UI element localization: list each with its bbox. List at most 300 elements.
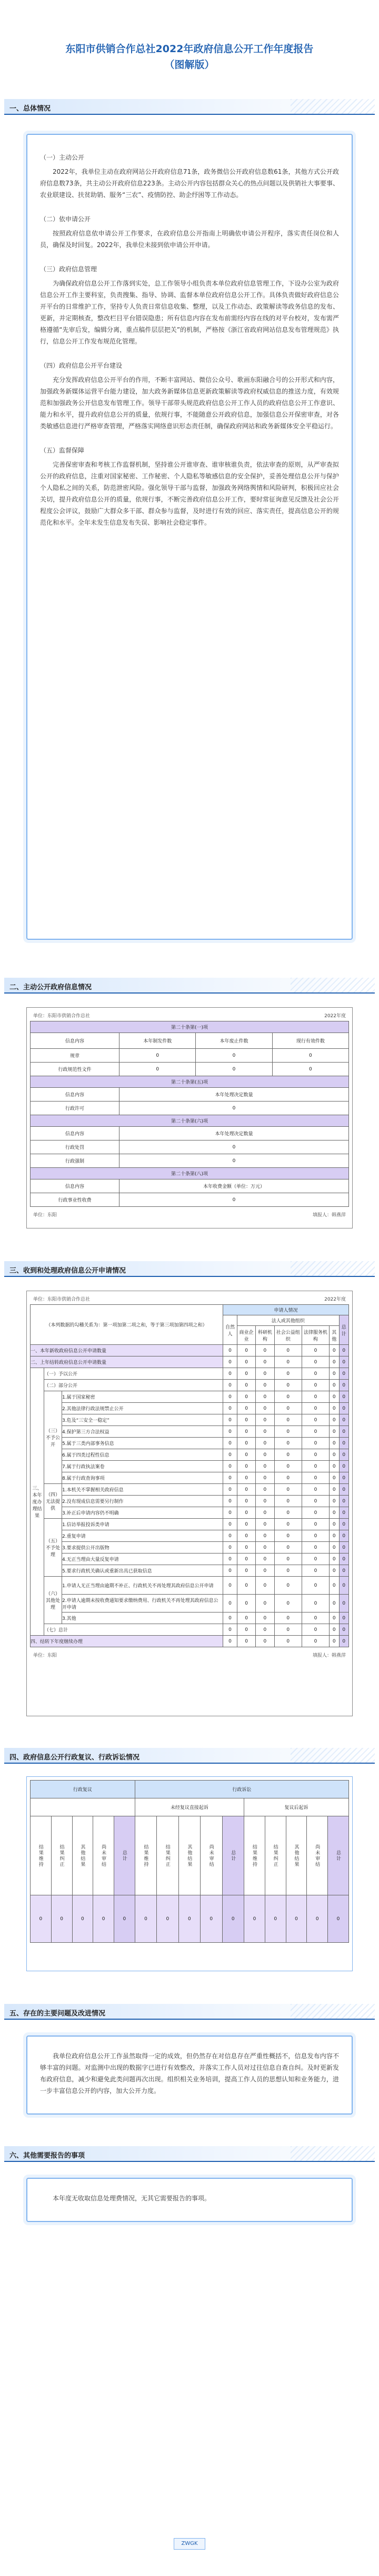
table-row	[31, 1391, 349, 1403]
table-row	[31, 1380, 349, 1391]
table-header-cell: 法律服务机构	[302, 1326, 329, 1345]
row-label: 8.属于行政查询事项	[62, 1472, 223, 1484]
row-label: 4.无正当理由大量反复申请	[62, 1554, 223, 1565]
cell-value: 0	[339, 1356, 349, 1368]
cell-value: 0	[244, 1895, 265, 1943]
cell-value: 0	[302, 1414, 329, 1426]
cell-value: 0	[302, 1519, 329, 1530]
caption-year: 2022年度	[324, 1014, 346, 1019]
row-label: 3.补正后申请内容仍不明确	[62, 1507, 223, 1519]
cell-value: 0	[256, 1461, 274, 1472]
cell-value: 0	[223, 1472, 237, 1484]
cell-value: 0	[223, 1426, 237, 1438]
cell-value: 0	[302, 1345, 329, 1356]
cell-value: 0	[274, 1577, 302, 1595]
subheading-management: （三）政府信息管理	[40, 266, 97, 273]
subheading-on-request: （二）依申请公开	[40, 215, 91, 223]
row-label: 6.属于四类过程性信息	[62, 1449, 223, 1461]
cell-value: 0	[330, 1438, 339, 1449]
cell-value: 0	[274, 1613, 302, 1624]
cell-value: 0	[339, 1496, 349, 1507]
cell-value: 0	[135, 1895, 156, 1943]
row-label: （一）予以公开	[44, 1368, 223, 1380]
table-header-cell: 尚未审结	[307, 1816, 328, 1895]
row-label: 2.重复申请	[62, 1530, 223, 1542]
table-row	[31, 1507, 349, 1519]
cell-value: 0	[302, 1438, 329, 1449]
cell-value: 0	[302, 1507, 329, 1519]
table-row	[31, 1577, 349, 1595]
review-table-wrap	[26, 1776, 353, 1971]
cell-value: 0	[256, 1577, 274, 1595]
cell-value: 0	[302, 1577, 329, 1595]
paragraph-other: 本年度无收取信息处理费情况，无其它需要报告的事项。	[53, 2195, 211, 2202]
cell-value: 0	[256, 1554, 274, 1565]
cell-value: 0	[302, 1624, 329, 1636]
cell-value: 0	[339, 1624, 349, 1636]
cell-value: 0	[223, 1368, 237, 1380]
cell-value: 0	[237, 1368, 255, 1380]
cell-value: 0	[302, 1449, 329, 1461]
table-footer	[30, 1210, 349, 1220]
row-label: 5.要求行政机关确认或重新出具已获取信息	[62, 1565, 223, 1577]
row-group-label: 三、本年度办理结果	[31, 1368, 44, 1636]
cell-value: 0	[274, 1438, 302, 1449]
table-row	[31, 1449, 349, 1461]
cell-value: 0	[302, 1461, 329, 1472]
cell-value: 0	[237, 1542, 255, 1554]
cell-value: 0	[330, 1380, 339, 1391]
cell-value: 0	[237, 1530, 255, 1542]
cell-value: 0	[302, 1595, 329, 1613]
cell-value: 0	[93, 1895, 114, 1943]
cell-value: 0	[330, 1414, 339, 1426]
cell-value: 0	[339, 1472, 349, 1484]
section-title: 一、总体情况	[9, 105, 51, 113]
table-row	[31, 1595, 349, 1613]
cell-value: 0	[237, 1613, 255, 1624]
cell-value: 0	[237, 1426, 255, 1438]
cell-value: 0	[339, 1565, 349, 1577]
row-label: 1.信访举报投诉类申请	[62, 1519, 223, 1530]
cell-value: 0	[330, 1595, 339, 1613]
cell-value: 0	[339, 1391, 349, 1403]
footer-unit: 单位：东阳	[33, 1653, 57, 1658]
cell-value: 0	[237, 1507, 255, 1519]
cell-value: 0	[274, 1554, 302, 1565]
cell-value: 0	[256, 1345, 274, 1356]
cell-value: 0	[302, 1426, 329, 1438]
cell-value: 0	[237, 1345, 255, 1356]
cell-value: 0	[178, 1895, 200, 1943]
cell-value: 0	[196, 1063, 272, 1076]
cell-value: 0	[223, 1403, 237, 1414]
cell-value: 0	[72, 1895, 93, 1943]
cell-value: 0	[302, 1530, 329, 1542]
cell-value: 0	[328, 1895, 349, 1943]
cell-value: 0	[330, 1613, 339, 1624]
cell-value: 0	[274, 1496, 302, 1507]
cell-value: 0	[237, 1595, 255, 1613]
table-block-title: 第二十条第(八)项	[31, 1168, 349, 1179]
cell-value: 0	[256, 1449, 274, 1461]
title-line-1: 东阳市供销合作总社2022年政府信息公开工作年度报告	[65, 43, 314, 55]
footer-filler: 填报人：韩燕萍	[312, 1653, 346, 1658]
cell-value: 0	[157, 1895, 178, 1943]
cell-value: 0	[237, 1380, 255, 1391]
cell-value: 0	[339, 1542, 349, 1554]
table-row	[31, 1154, 349, 1168]
table-header-cell: 本年废止件数	[196, 1033, 272, 1049]
cell-value: 0	[274, 1414, 302, 1426]
requests-table-wrap	[26, 1291, 353, 1716]
section-title: 四、政府信息公开行政复议、行政诉讼情况	[9, 1754, 140, 1762]
cell-value: 0	[114, 1895, 135, 1943]
table-header-cell: 结果维持	[31, 1816, 52, 1895]
cell-value: 0	[237, 1391, 255, 1403]
row-label: 3.要求提供公开出版物	[62, 1542, 223, 1554]
table-header-cell: 本年处理决定数量	[119, 1127, 349, 1140]
cell-value: 0	[256, 1519, 274, 1530]
document-title	[0, 0, 379, 73]
paragraph-on-request: 按照政府信息依申请公开工作要求，在政府信息公开指南上明确依申请公开程序，落实责任岗位和人员，确保及时回复。2022年，我单位未接到依申请公开申请。	[40, 230, 339, 249]
cell-value: 0	[339, 1636, 349, 1647]
table-header-cell: 总计	[222, 1816, 244, 1895]
row-label: 2.其他法律行政法规禁止公开	[62, 1403, 223, 1414]
table-header-cell: 信息内容	[31, 1088, 119, 1102]
table-footer	[30, 1650, 349, 1660]
table-header-cell: 尚未审结	[201, 1816, 222, 1895]
cell-value: 0	[274, 1345, 302, 1356]
cell-value: 0	[256, 1472, 274, 1484]
cell-value: 0	[223, 1496, 237, 1507]
paragraph-supervision: 完善保密审查和考核工作监督机制，坚持谁公开谁审查、谁审核谁负责，依法审查的原则，从严审查拟公开的政府信息，注重对国家秘密、工作秘密、个人隐私等敏感信息的安全保护，妥善处理信息公开与保护个人隐私之间的关系，防范泄密风险。强化领导干部与监督，加强政务网络舆情和风险研判，积极回应社会关切，提升政府信息公开的质量，依规行事，不断完善政府信息公开工作，要时常征询意见反馈及社会公开程度公会评议，鼓励广大群众多干部、群众参与监督，及时进行有效的回应、落实责任，提高信息公开的规范化和水平。全年未发生信息发布失误、影响社会稳定事件。	[40, 461, 339, 526]
cell-value: 0	[222, 1895, 244, 1943]
footer-filler: 填报人：韩燕萍	[312, 1213, 346, 1218]
table-header-cell: 申请人情况	[223, 1305, 349, 1315]
cell-value: 0	[119, 1063, 196, 1076]
cell-value: 0	[330, 1636, 339, 1647]
table-header-cell: 结果维持	[135, 1816, 156, 1895]
table-block-title: 第二十条第(五)项	[31, 1076, 349, 1088]
cell-value: 0	[223, 1554, 237, 1565]
cell-value: 0	[339, 1613, 349, 1624]
cell-value: 0	[339, 1577, 349, 1595]
cell-value: 0	[330, 1368, 339, 1380]
cell-value: 0	[256, 1613, 274, 1624]
cell-value: 0	[223, 1461, 237, 1472]
cell-value: 0	[274, 1636, 302, 1647]
cell-value: 0	[339, 1449, 349, 1461]
cell-value: 0	[274, 1542, 302, 1554]
cell-value: 0	[274, 1403, 302, 1414]
cell-value: 0	[265, 1895, 286, 1943]
title-line-2: （图解版）	[164, 59, 215, 71]
cell-value: 0	[256, 1368, 274, 1380]
cell-value: 0	[256, 1438, 274, 1449]
cell-value: 0	[339, 1380, 349, 1391]
section-header-requests	[4, 1261, 375, 1277]
row-label: 行政事业性收费	[31, 1193, 119, 1207]
row-label: 1.本机关不掌握相关政府信息	[62, 1484, 223, 1496]
cell-value: 0	[119, 1154, 349, 1168]
cell-value: 0	[256, 1542, 274, 1554]
cell-value: 0	[223, 1519, 237, 1530]
subheading-platform: （四）政府信息公开平台建设	[40, 362, 123, 369]
table-caption	[30, 1294, 349, 1304]
caption-year: 2022年度	[324, 1297, 346, 1302]
row-subgroup-label: （四）无法提供	[44, 1484, 62, 1519]
cell-value: 0	[274, 1595, 302, 1613]
cell-value: 0	[256, 1624, 274, 1636]
cell-value: 0	[119, 1193, 349, 1207]
cell-value: 0	[274, 1356, 302, 1368]
table-row	[31, 1461, 349, 1472]
table-row	[31, 1530, 349, 1542]
cell-value: 0	[330, 1345, 339, 1356]
cell-value: 0	[302, 1472, 329, 1484]
cell-value: 0	[274, 1426, 302, 1438]
cell-value: 0	[237, 1554, 255, 1565]
row-label: 一、本年新收政府信息公开申请数量	[31, 1345, 223, 1356]
caption-unit: 单位：东阳市供销合作总社	[33, 1297, 91, 1302]
cell-value: 0	[274, 1519, 302, 1530]
cell-value: 0	[237, 1414, 255, 1426]
table-header-cell: 现行有效件数	[272, 1033, 348, 1049]
row-label: 行政许可	[31, 1102, 119, 1115]
cell-value: 0	[330, 1496, 339, 1507]
cell-value: 0	[256, 1507, 274, 1519]
table-row	[31, 1624, 349, 1636]
cell-value: 0	[223, 1484, 237, 1496]
row-label: 行政处罚	[31, 1140, 119, 1154]
cell-value: 0	[256, 1380, 274, 1391]
cell-value: 0	[330, 1449, 339, 1461]
cell-value: 0	[330, 1356, 339, 1368]
cell-value: 0	[339, 1519, 349, 1530]
row-label: 行政规范性文件	[31, 1063, 119, 1076]
cell-value: 0	[302, 1636, 329, 1647]
cell-value: 0	[223, 1542, 237, 1554]
row-label: 5.属于三类内部事务信息	[62, 1438, 223, 1449]
section-header-proactive	[4, 978, 375, 994]
cell-value: 0	[201, 1895, 222, 1943]
cell-value: 0	[274, 1530, 302, 1542]
table-header-cell: 社会公益组织	[274, 1326, 302, 1345]
cell-value: 0	[223, 1438, 237, 1449]
subheading-proactive: （一）主动公开	[40, 154, 85, 161]
overview-panel	[26, 134, 353, 940]
cell-value: 0	[256, 1426, 274, 1438]
cell-value: 0	[237, 1484, 255, 1496]
table-row	[31, 1426, 349, 1438]
section-header-other	[4, 2146, 375, 2162]
cell-value: 0	[223, 1345, 237, 1356]
table-header-cell: （本列数据的勾稽关系为：第一项加第二项之和，等于第三项加第四项之和）	[31, 1305, 223, 1345]
cell-value: 0	[339, 1345, 349, 1356]
row-label: 7.属于行政执法案卷	[62, 1461, 223, 1472]
table-row	[31, 1414, 349, 1426]
cell-value: 0	[223, 1414, 237, 1426]
table-header-cell: 信息内容	[31, 1033, 119, 1049]
cell-value: 0	[339, 1484, 349, 1496]
table-header-cell: 未经复议直接起诉	[135, 1798, 244, 1816]
cell-value: 0	[272, 1063, 348, 1076]
row-label: 2.申请人逾期未按收费通知要求缴纳费用、行政机关不再处理其政府信息公开申请	[62, 1595, 223, 1613]
cell-value: 0	[223, 1636, 237, 1647]
table-row	[31, 1102, 349, 1115]
paragraph-problems: 我单位政府信息公开工作虽然取得一定的成效，但仍然存在对信息存在严重性概括不，信息发布内容不够丰富的问题。对监测中出现的数据字已进行有效整改，并落实工作人员对过往信息自查自纠。及时更新发布政府信息，减少和避免此类问题再次出现。组织相关业务培训，提高工作人员的思想认知和业务能力，进一步丰富信息公开的内容，加大公开力度。	[40, 2052, 339, 2095]
cell-value: 0	[272, 1049, 348, 1063]
cell-value: 0	[256, 1484, 274, 1496]
row-label: 行政强制	[31, 1154, 119, 1168]
cell-value: 0	[330, 1484, 339, 1496]
cell-value: 0	[223, 1595, 237, 1613]
row-label: 1.属于国家秘密	[62, 1391, 223, 1403]
cell-value: 0	[256, 1356, 274, 1368]
cell-value: 0	[223, 1565, 237, 1577]
table-header-cell: 结果纠正	[51, 1816, 72, 1895]
cell-value: 0	[274, 1507, 302, 1519]
table-row	[31, 1484, 349, 1496]
section-header-review	[4, 1748, 375, 1764]
cell-value: 0	[274, 1461, 302, 1472]
cell-value: 0	[223, 1356, 237, 1368]
cell-value: 0	[339, 1438, 349, 1449]
section-title: 二、主动公开政府信息情况	[9, 984, 92, 991]
cell-value: 0	[274, 1472, 302, 1484]
requests-table	[30, 1304, 349, 1647]
cell-value: 0	[237, 1636, 255, 1647]
cell-value: 0	[31, 1895, 52, 1943]
section-title: 六、其他需要报告的事项	[9, 2152, 85, 2160]
cell-value: 0	[237, 1449, 255, 1461]
cell-value: 0	[237, 1496, 255, 1507]
table-header-cell: 法人或其他组织	[237, 1315, 339, 1326]
cell-value: 0	[339, 1530, 349, 1542]
cell-value: 0	[330, 1472, 339, 1484]
cell-value: 0	[223, 1577, 237, 1595]
row-label: 2.没有现成信息需要另行制作	[62, 1496, 223, 1507]
table-header-cell: 总计	[339, 1315, 349, 1345]
cell-value: 0	[119, 1140, 349, 1154]
section-title: 五、存在的主要问题及改进情况	[9, 2010, 106, 2018]
cell-value: 0	[256, 1565, 274, 1577]
cell-value: 0	[237, 1565, 255, 1577]
row-label: 1.申请人无正当理由逾期不补正、行政机关不再处理其政府信息公开申请	[62, 1577, 223, 1595]
cell-value: 0	[119, 1049, 196, 1063]
paragraph-management: 为确保政府信息公开工作落到实处，总工作领导小组负责本单位政府信息管理工作，下设办公室为政府信息公开工作主要科室，负责搜集、指导、协调、监督本单位政府信息公开工作。具体负责做好政府信息公开平台的日常维护工作，坚持专人负责日常信息收集、整理，以及工作动态、政策解读等政务信息的发布、更新，并定期核查，整改栏目平台错误隐患；所有信息内容在发布前需经内容在线的对平台校对，发布需严格遵循“先审后发，编辑分离，重点稿件层层把关”的机制，严格按《浙江省政府网站信息发布管理规范》执行，信息公开工作发布规范化管理。	[40, 280, 339, 345]
subheading-supervision: （五）监督保障	[40, 447, 85, 454]
cell-value: 0	[330, 1507, 339, 1519]
table-header-cell: 本年制发件数	[119, 1033, 196, 1049]
cell-value: 0	[274, 1565, 302, 1577]
cell-value: 0	[223, 1380, 237, 1391]
cell-value: 0	[256, 1530, 274, 1542]
row-label: 四、结转下年度继续办理	[31, 1636, 223, 1647]
cell-value: 0	[223, 1449, 237, 1461]
cell-value: 0	[302, 1368, 329, 1380]
table-block-title: 第二十条第(六)项	[31, 1115, 349, 1127]
cell-value: 0	[302, 1356, 329, 1368]
table-header-cell: 结果纠正	[265, 1816, 286, 1895]
row-label: 规章	[31, 1049, 119, 1063]
row-subgroup-label: （三）不予公开	[44, 1391, 62, 1484]
table-row	[31, 1345, 349, 1356]
table-row	[31, 1140, 349, 1154]
cell-value: 0	[330, 1624, 339, 1636]
cell-value: 0	[330, 1403, 339, 1414]
table-row	[31, 1554, 349, 1565]
cell-value: 0	[330, 1542, 339, 1554]
cell-value: 0	[237, 1403, 255, 1414]
row-label: （七）总计	[44, 1624, 223, 1636]
cell-value: 0	[51, 1895, 72, 1943]
cell-value: 0	[339, 1403, 349, 1414]
footer-logo: ZWGK	[174, 2538, 205, 2550]
table-header-cell: 尚未审结	[93, 1816, 114, 1895]
cell-value: 0	[302, 1613, 329, 1624]
caption-unit: 单位：东阳市供销合作总社	[33, 1014, 91, 1019]
table-row	[31, 1063, 349, 1076]
cell-value: 0	[330, 1461, 339, 1472]
row-label: 3.危及“三安全一稳定”	[62, 1414, 223, 1426]
cell-value: 0	[339, 1507, 349, 1519]
table-header-cell: 信息内容	[31, 1127, 119, 1140]
cell-value: 0	[339, 1595, 349, 1613]
cell-value: 0	[237, 1577, 255, 1595]
table-header-cell: 复议后起诉	[244, 1798, 349, 1816]
cell-value: 0	[223, 1391, 237, 1403]
row-label: 3.其他	[62, 1613, 223, 1624]
cell-value: 0	[256, 1496, 274, 1507]
table-caption	[30, 1011, 349, 1021]
table-header-cell: 行政诉讼	[135, 1781, 348, 1798]
cell-value: 0	[307, 1895, 328, 1943]
table-header-cell: 总计	[328, 1816, 349, 1895]
row-subgroup-label: （六）其他处理	[44, 1577, 62, 1624]
review-table	[30, 1780, 349, 1943]
table-row	[31, 1519, 349, 1530]
cell-value: 0	[302, 1484, 329, 1496]
problems-panel	[26, 2036, 353, 2115]
cell-value: 0	[302, 1391, 329, 1403]
section-header-overview	[4, 99, 375, 115]
table-header-cell: 其他结果	[72, 1816, 93, 1895]
cell-value: 0	[196, 1049, 272, 1063]
cell-value: 0	[302, 1496, 329, 1507]
table-header-cell: 总计	[114, 1816, 135, 1895]
cell-value: 0	[274, 1484, 302, 1496]
cell-value: 0	[274, 1391, 302, 1403]
cell-value: 0	[330, 1391, 339, 1403]
cell-value: 0	[302, 1554, 329, 1565]
table-row	[31, 1403, 349, 1414]
cell-value: 0	[237, 1624, 255, 1636]
table-row	[31, 1613, 349, 1624]
footer-unit: 单位：东阳	[33, 1213, 57, 1218]
table-header-cell: 自然人	[223, 1315, 237, 1345]
paragraph-platform: 充分发挥政府信息公开平台的作用，不断丰富网站、微信公众号、歌画东阳融合号的公开形式和内容，加强政务新媒体运营平台能力建设，加大政务新媒体信息更新政策解读等政府权威信息的推送力度，有效规范和加强政务公开信息发布管理工作。领导干部带头规范政府信息公开工作人员的政府信息公开工作意识、能力和水平，提升政府信息公开的质量，依规行事，不能随意公开政府信息，加强信息公开保密审查，对各类敏感信息进行严格审查管理，严格落实网络意识形态责任制，确保政府网站和政务新媒体安全平稳运行。	[40, 376, 339, 430]
row-label: 4.保护第三方合法权益	[62, 1426, 223, 1438]
section-title: 三、收到和处理政府信息公开申请情况	[9, 1267, 126, 1275]
row-label: （二）部分公开	[44, 1380, 223, 1391]
table-row	[31, 1193, 349, 1207]
cell-value: 0	[286, 1895, 307, 1943]
cell-value: 0	[339, 1368, 349, 1380]
table-row	[31, 1496, 349, 1507]
cell-value: 0	[339, 1554, 349, 1565]
